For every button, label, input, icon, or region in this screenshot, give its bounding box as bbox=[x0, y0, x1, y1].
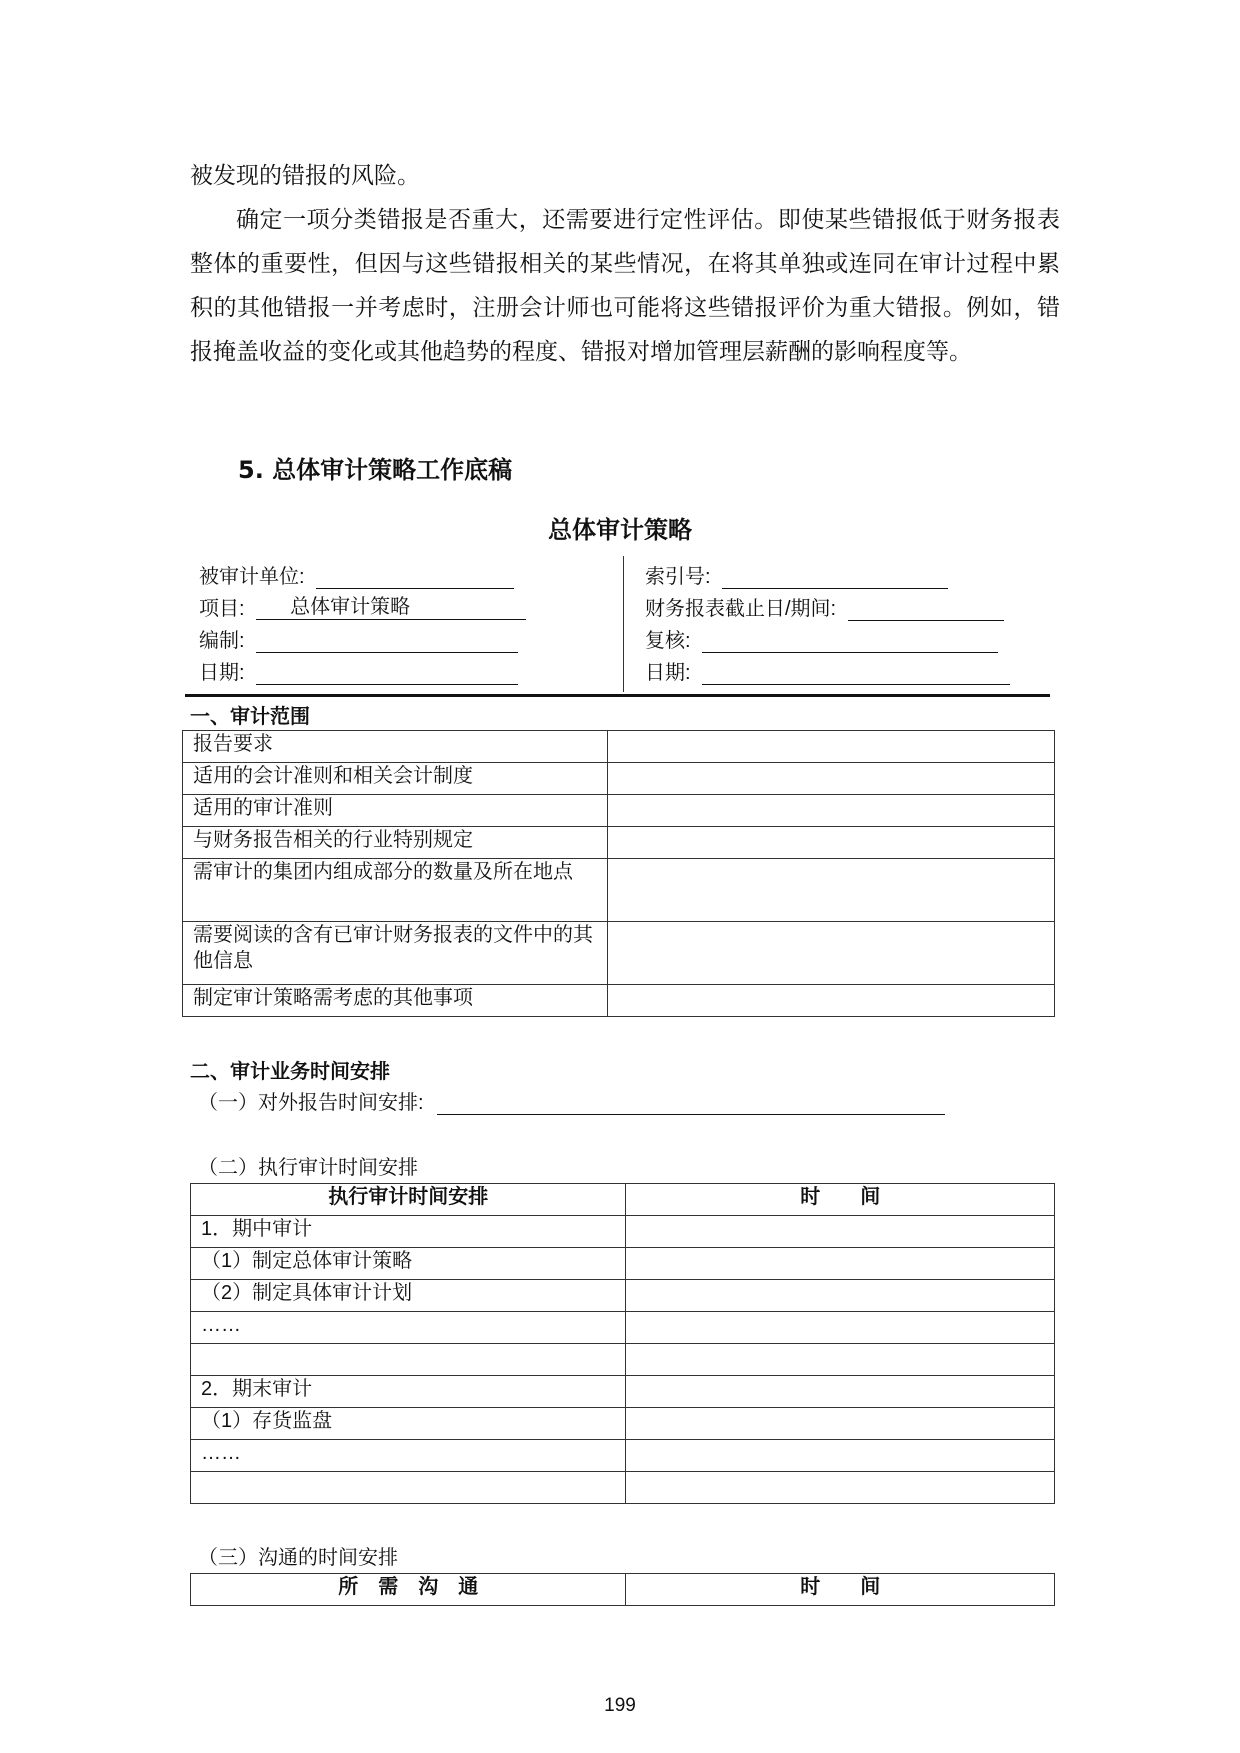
schedule-heading: 二、审计业务时间安排 bbox=[190, 1059, 390, 1083]
column-header: 时 间 bbox=[626, 1574, 1055, 1606]
header-value-blank[interactable] bbox=[702, 658, 1010, 685]
scope-item-value[interactable] bbox=[607, 827, 1054, 859]
scope-item-label: 与财务报告相关的行业特别规定 bbox=[183, 827, 608, 859]
header-field-period bbox=[645, 594, 1004, 624]
schedule-item-time[interactable] bbox=[626, 1280, 1055, 1312]
header-label: 复核: bbox=[645, 630, 691, 652]
communication-schedule-label: （三）沟通的时间安排 bbox=[198, 1547, 398, 1569]
header-label: 索引号: bbox=[645, 566, 711, 588]
scope-item-label: 需审计的集团内组成部分的数量及所在地点 bbox=[183, 859, 608, 922]
header-field-date-left bbox=[199, 658, 518, 688]
table-row bbox=[191, 1312, 1055, 1344]
header-value-blank[interactable] bbox=[316, 562, 514, 589]
header-bottom-rule bbox=[185, 694, 1050, 697]
scope-item-value[interactable] bbox=[607, 985, 1054, 1017]
schedule-item-time[interactable] bbox=[626, 1312, 1055, 1344]
header-field-audited-entity bbox=[199, 562, 514, 592]
column-header: 所 需 沟 通 bbox=[191, 1574, 626, 1606]
header-field-date-right bbox=[645, 658, 1010, 688]
scope-item-value[interactable] bbox=[607, 859, 1054, 922]
schedule-item-time[interactable] bbox=[626, 1344, 1055, 1376]
table-row bbox=[191, 1344, 1055, 1376]
table-row bbox=[191, 1408, 1055, 1440]
header-value-blank[interactable] bbox=[848, 594, 1004, 621]
table-row bbox=[191, 1280, 1055, 1312]
column-header: 执行审计时间安排 bbox=[191, 1184, 626, 1216]
scope-table bbox=[182, 730, 1055, 1017]
table-row bbox=[183, 795, 1055, 827]
header-value-project[interactable]: 总体审计策略 bbox=[256, 594, 526, 620]
header-value-blank[interactable] bbox=[256, 658, 518, 685]
page-number: 199 bbox=[604, 1695, 636, 1716]
scope-item-label: 报告要求 bbox=[183, 731, 608, 763]
table-row bbox=[191, 1440, 1055, 1472]
scope-item-label: 制定审计策略需考虑的其他事项 bbox=[183, 985, 608, 1017]
header-label: 财务报表截止日/期间: bbox=[645, 598, 837, 620]
section-title: 5. 总体审计策略工作底稿 bbox=[238, 456, 513, 484]
table-row bbox=[191, 1472, 1055, 1504]
scope-item-value[interactable] bbox=[607, 795, 1054, 827]
scope-item-value[interactable] bbox=[607, 731, 1054, 763]
scope-heading: 一、审计范围 bbox=[190, 704, 310, 728]
body-text-paragraph: 确定一项分类错报是否重大，还需要进行定性评估。即使某些错报低于财务报表整体的重要性，但因与这些错报相关的某些情况，在将其单独或连同在审计过程中累积的其他错报一并考虑时，注册会计师也可能将这些错报评价为重大错报。例如，错报掩盖收益的变化或其他趋势的程度、错报对增加管理层薪酬的影响程度等。 bbox=[190, 207, 1060, 365]
header-field-project bbox=[199, 594, 526, 624]
table-header-row bbox=[191, 1574, 1055, 1606]
schedule-item-label: （1）存货监盘 bbox=[191, 1408, 626, 1440]
header-label: 被审计单位: bbox=[199, 566, 305, 588]
scope-item-label: 适用的会计准则和相关会计制度 bbox=[183, 763, 608, 795]
schedule-item-label bbox=[191, 1472, 626, 1504]
table-row bbox=[183, 827, 1055, 859]
table-row bbox=[191, 1248, 1055, 1280]
schedule-item-label: （1）制定总体审计策略 bbox=[191, 1248, 626, 1280]
schedule-item-time[interactable] bbox=[626, 1440, 1055, 1472]
table-row bbox=[183, 731, 1055, 763]
table-row bbox=[191, 1376, 1055, 1408]
external-report-value[interactable] bbox=[437, 1088, 945, 1115]
execution-schedule-label: （二）执行审计时间安排 bbox=[198, 1157, 418, 1179]
body-text-continuation: 被发现的错报的风险。 bbox=[190, 163, 420, 189]
header-field-reviewed-by bbox=[645, 626, 998, 656]
form-header bbox=[185, 558, 1045, 694]
header-value-blank[interactable] bbox=[256, 626, 518, 653]
form-title: 总体审计策略 bbox=[548, 516, 692, 544]
schedule-item-time[interactable] bbox=[626, 1216, 1055, 1248]
header-field-index-no bbox=[645, 562, 948, 592]
schedule-item-time[interactable] bbox=[626, 1376, 1055, 1408]
header-value-blank[interactable] bbox=[702, 626, 998, 653]
schedule-item-label bbox=[191, 1344, 626, 1376]
schedule-item-time[interactable] bbox=[626, 1472, 1055, 1504]
schedule-item-time[interactable] bbox=[626, 1408, 1055, 1440]
external-report-line bbox=[198, 1088, 945, 1118]
external-report-label: （一）对外报告时间安排: bbox=[198, 1092, 424, 1114]
schedule-item-label: 1．期中审计 bbox=[191, 1216, 626, 1248]
scope-item-value[interactable] bbox=[607, 922, 1054, 985]
header-label: 日期: bbox=[199, 662, 245, 684]
schedule-item-label: 2．期末审计 bbox=[191, 1376, 626, 1408]
scope-item-value[interactable] bbox=[607, 763, 1054, 795]
table-row bbox=[183, 922, 1055, 985]
table-row bbox=[183, 763, 1055, 795]
table-header-row bbox=[191, 1184, 1055, 1216]
schedule-item-time[interactable] bbox=[626, 1248, 1055, 1280]
header-label: 项目: bbox=[199, 598, 245, 620]
table-row bbox=[183, 859, 1055, 922]
schedule-item-label: …… bbox=[191, 1312, 626, 1344]
communication-schedule-table bbox=[190, 1573, 1055, 1606]
column-header: 时 间 bbox=[626, 1184, 1055, 1216]
table-row bbox=[191, 1216, 1055, 1248]
header-value-blank[interactable] bbox=[722, 562, 948, 589]
schedule-item-label: （2）制定具体审计计划 bbox=[191, 1280, 626, 1312]
scope-item-label: 适用的审计准则 bbox=[183, 795, 608, 827]
header-field-prepared-by bbox=[199, 626, 518, 656]
execution-schedule-table bbox=[190, 1183, 1055, 1504]
header-divider bbox=[623, 556, 624, 692]
header-label: 日期: bbox=[645, 662, 691, 684]
scope-item-label: 需要阅读的含有已审计财务报表的文件中的其他信息 bbox=[183, 922, 608, 985]
header-label: 编制: bbox=[199, 630, 245, 652]
schedule-item-label: …… bbox=[191, 1440, 626, 1472]
table-row bbox=[183, 985, 1055, 1017]
